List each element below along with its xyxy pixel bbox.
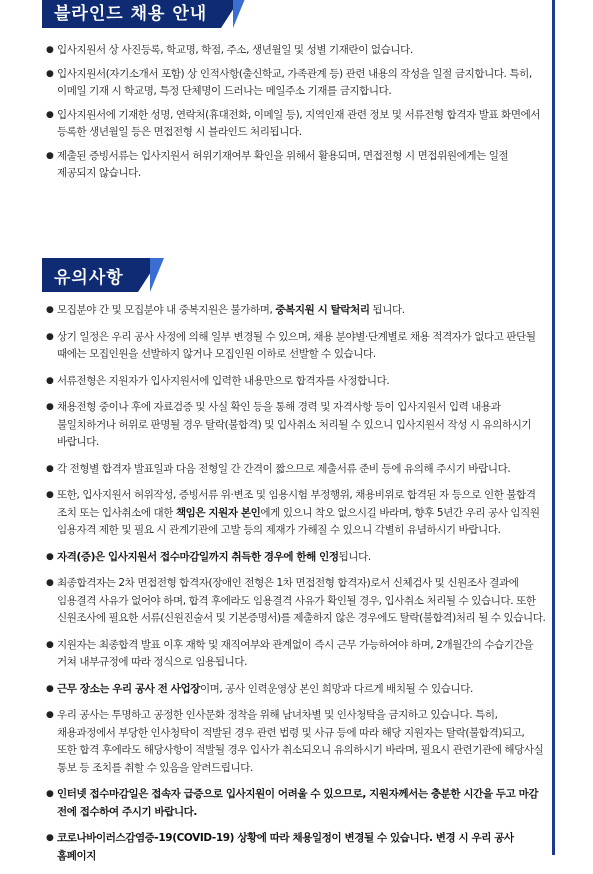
blind-recruit-banner [42,0,247,28]
emphasis-text: 책임은 지원자 본인 [175,506,261,519]
item-text: 됩니다. [369,304,405,316]
notice-item [46,575,546,628]
item-text: 입사지원서 상 사진등록, 학교명, 학점, 주소, 생년월일 및 성별 기재란이 없습니다. [57,44,413,56]
item-text: 또한, 입사지원서 허위작성, 증빙서류 위·변조 및 임용시험 부정행위, 채용비위로 합격된 자 등으로 인한 불합격 조치 또는 입사취소에 대한 [57,489,536,519]
bullet-icon: ● [46,710,54,720]
notice-item [46,399,546,452]
bullet-icon: ● [46,45,54,55]
item-text: 우리 공사는 투명하고 공정한 인사문화 정착을 위해 남녀차별 및 인사청탁을 금지하고 있습니다. 특히, 채용과정에서 부당한 인사청탁이 적발된 경우 관련 법령 및 사규 등에 따라 해당 지원자는 탈락(불합격)되고, 또한 합격 후에라도 해당사항이 적발될 경우 입사가 취소되오니 유의하시기 바라며, 필요시 관련기관에 해당사실 통보 등 조치를 취할 수 있음을 알려드립니다. [57,709,544,774]
notice-item [46,681,546,699]
banner-accent-shape [150,258,164,292]
bullet-icon: ● [46,833,54,843]
notice-item [46,707,546,777]
notice-item [46,549,546,567]
item-text: 지원자는 최종합격 발표 이후 재학 및 재직여부와 관계없이 즉시 근무 가능하여야 하며, 2개월간의 수습기간을 거쳐 내부규정에 따라 정식으로 임용됩니다. [57,638,534,668]
bullet-icon: ● [46,150,54,161]
blind-item [46,148,546,183]
bullet-icon: ● [46,490,54,500]
notice-banner [42,258,164,292]
bullet-icon: ● [46,375,54,386]
bullet-icon: ● [46,402,54,412]
item-text: 입사지원서에 기재한 성명, 연락처(휴대전화, 이메일 등), 지역인재 관련 정보 및 서류전형 합격자 발표 화면에서 등록한 생년월일 등은 면접전형 시 블라인드 처리됩니다. [57,108,541,138]
item-text: 입사지원서(자기소개서 포함) 상 인적사항(출신학교, 가족관계 등) 관련 내용의 작성을 일절 금지합니다. 특히, 이메일 기재 시 학교명, 특정 단체명이 드러나는 메일주소 기재를 금지합니다. [57,67,532,97]
item-text: 제출된 증빙서류는 입사지원서 허위기재여부 확인을 위해서 활용되며, 면접전형 시 면접위원에게는 일절 제공되지 않습니다. [57,149,509,179]
notice-item [46,830,546,865]
blind-item [46,107,546,142]
notice-title: 유의사항 [42,258,138,292]
emphasis-text: 자격(증)은 입사지원서 접수마감일까지 취득한 경우에 한해 인정 [57,550,339,563]
notice-item [46,637,546,672]
blind-item [46,66,546,101]
blind-recruit-list [46,42,546,189]
bullet-icon: ● [46,683,54,694]
notice-item [46,487,546,540]
blind-recruit-title: 블라인드 채용 안내 [42,0,221,28]
bullet-icon: ● [46,578,54,588]
bullet-icon: ● [46,109,54,120]
item-text: 각 전형별 합격자 발표일과 다음 전형일 간 간격이 짧으므로 제출서류 준비 등에 유의해 주시기 바랍니다. [57,462,511,475]
item-text: 에게 있으니 착오 없으시길 바라며, 향후 5년간 우리 공사 임직원 임용자격 제한 및 필요 시 관계기관에 고발 등의 제재가 가해질 수 있으니 각별히 유념하시기 바랍니다. [57,506,540,536]
item-text: 이며, 공사 인력운영상 본인 희망과 다르게 배치될 수 있습니다. [199,682,473,695]
emphasis-text: 중복지원 시 탈락처리 [275,304,370,316]
notice-item [46,329,546,364]
notice-item [46,461,546,479]
item-text: 상기 일정은 우리 공사 사정에 의해 일부 변경될 수 있으며, 채용 분야별·단계별로 채용 적격자가 없다고 판단될 때에는 모집인원을 선발하지 않거나 모집인원 이하로 선발할 수 있습니다. [57,330,536,360]
bullet-icon: ● [46,68,54,79]
notice-item [46,786,546,821]
emphasis-text: 인터넷 접수마감일은 접속자 급증으로 입사지원이 어려울 수 있으므로, 지원자께서는 충분한 시간을 두고 마감 전에 접수하여 주시기 바랍니다. [57,788,539,818]
item-text: 됩니다. [338,550,371,563]
item-text: 최종합격자는 2차 면접전형 합격자(장애인 전형은 1차 면접전형 합격자)로서 신체검사 및 신원조사 결과에 임용결격 사유가 없어야 하며, 합격 후에라도 임용결격 사유가 확인될 경우, 입사취소 처리될 수 있습니다. 또한 신원조사에 필요한 서류(신원진술서 및 기본증명서)를 제출하지 않은 경우에도 탈락(불합격)처리 될 수 있습니다. [57,577,546,624]
bullet-icon: ● [46,305,54,315]
item-text: 채용전형 중이나 후에 자료검증 및 사실 확인 등을 통해 경력 및 자격사항 등이 입사지원서 입력 내용과 불일치하거나 허위로 판명될 경우 탈락(불합격) 및 입사취소 처리될 수 있으니 입사지원서 작성 시 유의하시기 바랍니다. [57,401,532,448]
bullet-icon: ● [46,551,54,562]
bullet-icon: ● [46,463,54,474]
emphasis-text: 근무 장소는 우리 공사 전 사업장 [57,682,200,695]
blind-item [46,42,546,60]
emphasis-text: 코로나바이러스감염증-19(COVID-19) 상황에 따라 채용일정이 변경될 수 있습니다. 변경 시 우리 공사 홈페이지 [57,832,514,862]
notice-list [46,302,546,874]
item-text: 모집분야 간 및 모집분야 내 중복지원은 불가하며, [57,304,276,316]
bullet-icon: ● [46,331,54,342]
notice-item [46,373,546,391]
item-text: 서류전형은 지원자가 입사지원서에 입력한 내용만으로 합격자를 사정합니다. [57,374,390,387]
bullet-icon: ● [46,639,54,650]
right-border-rule [552,0,555,855]
bullet-icon: ● [46,789,54,799]
notice-item [46,302,546,320]
banner-accent-shape [233,0,247,28]
